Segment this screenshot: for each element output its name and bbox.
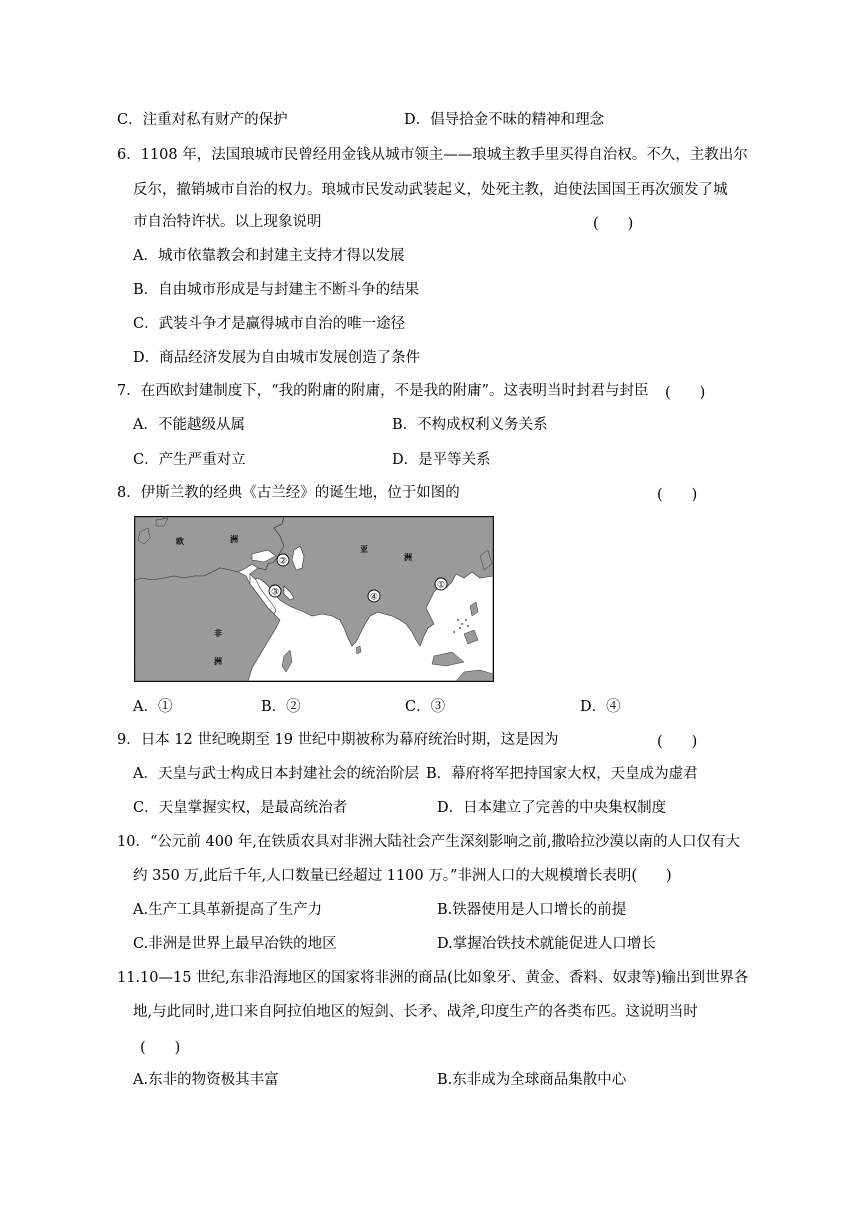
q10-option-a: A.生产工具革新提高了生产力 [133, 902, 323, 918]
svg-text:①: ① [436, 580, 446, 591]
svg-text:③: ③ [270, 587, 280, 598]
q7-option-b: B．不构成权利义务关系 [392, 417, 548, 433]
q6-option-d: D．商品经济发展为自由城市发展创造了条件 [133, 350, 421, 366]
q8-stem: 8．伊斯兰教的经典《古兰经》的诞生地，位于如图的 [117, 485, 460, 501]
q9-option-c: C．天皇掌握实权，是最高统治者 [133, 800, 348, 816]
map-label-asia-2: 洲 [404, 553, 412, 562]
svg-text:④: ④ [369, 592, 379, 603]
q5-option-d: D．倡导拾金不昧的精神和理念 [404, 112, 605, 128]
map-marker-3 [269, 585, 281, 598]
q8-answer-paren: ( ) [657, 487, 698, 503]
q6-stem-line2: 反尔，撤销城市自治的权力。琅城市民发动武装起义，处死主教，迫使法国国王再次颁发了城 [133, 182, 728, 198]
q7-answer-paren: ( ) [665, 385, 706, 401]
map-label-africa-2: 洲 [214, 657, 222, 666]
q11-option-b: B.东非成为全球商品集散中心 [437, 1072, 627, 1088]
q6-option-b: B．自由城市形成是与封建主不断斗争的结果 [133, 282, 420, 298]
q6-stem-line3: 市自治特许状。以上现象说明 [133, 214, 322, 230]
q10-option-b: B.铁器使用是人口增长的前提 [437, 902, 627, 918]
q10-stem-line2: 约 350 万,此后千年,人口数量已经超过 1100 万。”非洲人口的大规模增长表明( ) [133, 868, 672, 884]
q11-stem-line1: 11.10—15 世纪,东非沿海地区的国家将非洲的商品(比如象牙、黄金、香料、奴隶等)输出到世界各 [117, 970, 749, 986]
q9-answer-paren: ( ) [657, 734, 698, 750]
map-label-europe-2: 洲 [230, 535, 238, 544]
q11-option-a: A.东非的物资极其丰富 [133, 1072, 279, 1088]
map-marker-2 [277, 554, 289, 567]
q6-option-a: A．城市依靠教会和封建主支持才得以发展 [133, 248, 405, 264]
q9-option-b: B．幕府将军把持国家大权，天皇成为虚君 [426, 766, 698, 782]
map-label-africa-1: 非 [214, 629, 222, 638]
map-marker-4 [368, 590, 380, 603]
q5-option-c: C．注重对私有财产的保护 [117, 112, 288, 128]
svg-text:②: ② [278, 556, 288, 567]
map-marker-1 [435, 578, 447, 591]
q6-answer-paren: ( ) [593, 216, 634, 232]
map-label-asia-1: 亚 [360, 545, 368, 554]
q10-option-c: C.非洲是世界上最早冶铁的地区 [133, 936, 337, 952]
q7-option-a: A．不能越级从属 [133, 417, 245, 433]
q7-option-c: C．产生严重对立 [133, 452, 246, 468]
q6-option-c: C．武装斗争才是赢得城市自治的唯一途径 [133, 316, 406, 332]
q9-stem: 9．日本 12 世纪晚期至 19 世纪中期被称为幕府统治时期，这是因为 [117, 732, 559, 748]
eurasia-africa-map [134, 516, 494, 682]
q10-option-d: D.掌握冶铁技术就能促进人口增长 [437, 936, 656, 952]
q10-stem-line1: 10．“公元前 400 年,在铁质农具对非洲大陆社会产生深刻影响之前,撒哈拉沙漠以南的人口仅有大 [117, 834, 740, 850]
q7-stem: 7．在西欧封建制度下，“我的附庸的附庸，不是我的附庸”。这表明当时封君与封臣 [117, 383, 649, 399]
q11-answer-paren: ( ) [140, 1040, 181, 1056]
q7-option-d: D．是平等关系 [392, 452, 491, 468]
q8-option-a: A．① [133, 699, 173, 715]
q9-option-a: A．天皇与武士构成日本封建社会的统治阶层 [133, 766, 419, 782]
q9-option-d: D．日本建立了完善的中央集权制度 [437, 800, 667, 816]
q6-stem-line1: 6．1108 年，法国琅城市民曾经用金钱从城市领主——琅城主教手里买得自治权。不久，主教出尔 [117, 147, 748, 163]
q8-option-d: D．④ [580, 699, 621, 715]
q8-option-b: B．② [261, 699, 301, 715]
map-label-europe-1: 欧 [176, 537, 184, 546]
q8-option-c: C．③ [405, 699, 446, 715]
q11-stem-line2: 地,与此同时,进口来自阿拉伯地区的短剑、长矛、战斧,印度生产的各类布匹。这说明当时 [133, 1004, 698, 1020]
